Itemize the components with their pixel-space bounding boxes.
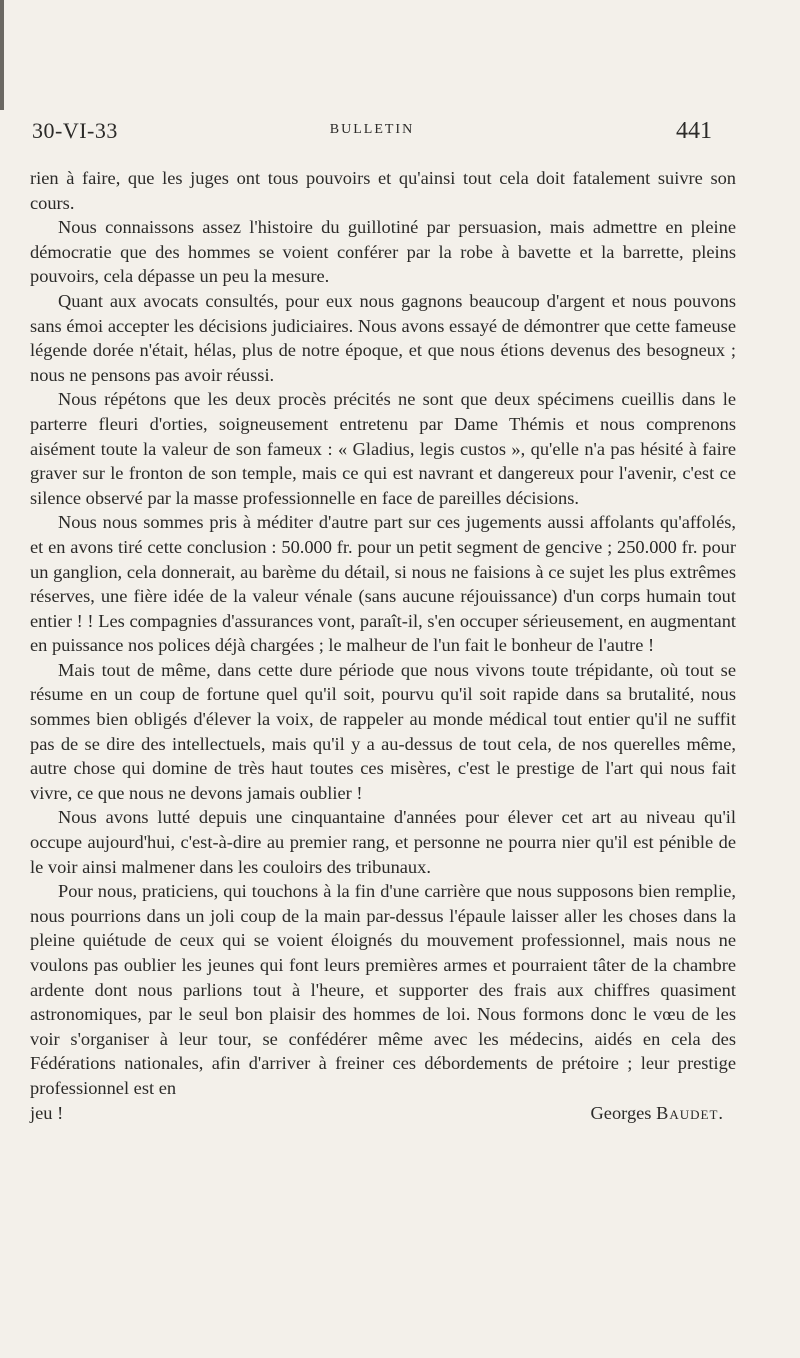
page-edge	[0, 0, 4, 110]
page-header	[32, 118, 712, 148]
paragraph: Nous avons lutté depuis une cinquantaine d'années pour élever cet art au niveau qu'il occupe aujourd'hui, c'est-à-dire au premier rang, et personne ne pourra nier qu'il est pénible de le voir ainsi malmener dans les couloirs des tribunaux.	[30, 807, 736, 877]
paragraph: Nous répétons que les deux procès précités ne sont que deux spécimens cueillis dans le parterre fleuri d'orties, soigneusement entretenu par Dame Thémis et nous comprenons aisément toute la valeur de son fameux : « Gladius, legis custos », qu'elle n'a pas hésité à faire graver sur le fronton de son temple, mais ce qui est navrant et dangereux pour l'avenir, c'est ce silence observé par la masse professionnelle en face de pareilles décisions.	[30, 389, 736, 508]
paragraph: Mais tout de même, dans cette dure période que nous vivons toute trépidante, où tout se résume en un coup de fortune quel qu'il soit, pourvu qu'il soit rapide dans sa brutalité, nous sommes bien obligés d'élever la voix, de rappeler au monde médical tout entier qu'il ne suffit pas de se dire des intellectuels, mais qu'il y a au-dessus de tout cela, de nos querelles même, autre chose qui domine de très haut toutes ces misères, c'est le prestige de l'art qui nous fait vivre, ce que nous ne devons jamais oublier !	[30, 659, 736, 803]
closing-words: jeu !	[30, 1102, 64, 1123]
author-signature	[591, 1101, 724, 1126]
article-body	[30, 166, 736, 1125]
paragraph: rien à faire, que les juges ont tous pouvoirs et qu'ainsi tout cela doit fatalement suivre son cours.	[30, 168, 736, 213]
signature-last-name: Baudet.	[656, 1102, 724, 1123]
signature-first-name: Georges	[590, 1102, 652, 1123]
page-number: 441	[676, 118, 712, 144]
header-date: 30-VI-33	[32, 118, 118, 143]
paragraph: Quant aux avocats consultés, pour eux nous gagnons beaucoup d'argent et nous pouvons sans émoi accepter les décisions judiciaires. Nous avons essayé de démontrer que cette fameuse légende dorée n'était, hélas, plus de notre époque, et que nous étions devenus des besogneux ; nous ne pensons pas avoir réussi.	[30, 290, 736, 385]
header-title: BULLETIN	[329, 122, 415, 137]
paragraph: Pour nous, praticiens, qui touchons à la fin d'une carrière que nous supposons bien remplie, nous pourrions dans un joli coup de la main par-dessus l'épaule laisser aller les choses dans la pleine quiétude de ceux qui se voient éloignés du mouvement professionnel, mais nous ne voulons pas oublier les jeunes qui font leurs premières armes et pourraient tâter de la chambre ardente dont nous parlions tout à l'heure, et supporter des frais aux chiffres quasiment astronomiques, par le seul bon plaisir des hommes de loi. Nous formons donc le vœu de les voir s'organiser à leur tour, se confédérer même avec les médecins, aidés en cela des Fédérations nationales, afin d'arriver à freiner ces débordements de prétoire ; leur prestige professionnel est en	[30, 881, 736, 1098]
paragraph: Nous connaissons assez l'histoire du guillotiné par persuasion, mais admettre en pleine démocratie que des hommes se voient conférer par la robe à bavette et la barrette, pleins pouvoirs, cela dépasse un peu la mesure.	[30, 217, 736, 287]
closing-line	[30, 1101, 736, 1125]
paragraph: Nous nous sommes pris à méditer d'autre part sur ces jugements aussi affolants qu'affolés, et en avons tiré cette conclusion : 50.000 fr. pour un petit segment de gencive ; 250.000 fr. pour un ganglion, cela donnerait, au barème du détail, si nous ne faisions à ce sujet les plus extrêmes réserves, une fière idée de la valeur vénale (sans aucune réjouissance) d'un corps humain tout entier ! ! Les compagnies d'assurances vont, paraît-il, s'en occuper sérieusement, en augmentant en puissance nos polices déjà chargées ; le malheur de l'un fait le bonheur de l'autre !	[30, 512, 736, 656]
